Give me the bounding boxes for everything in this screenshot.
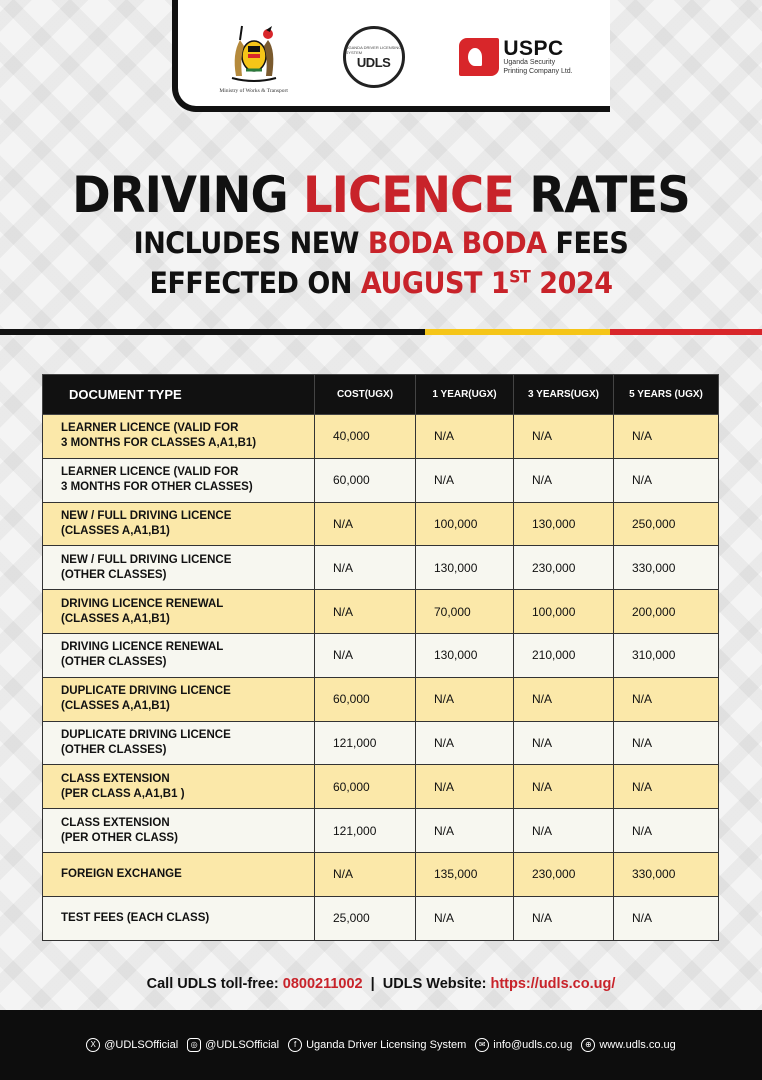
- footer-item[interactable]: [86, 1038, 178, 1052]
- 3-years-cell: N/A: [514, 721, 614, 765]
- footer-item-text: Uganda Driver Licensing System: [306, 1039, 467, 1051]
- x-icon: X: [86, 1038, 100, 1052]
- 3-years-cell: 130,000: [514, 502, 614, 546]
- cost-cell: 60,000: [315, 458, 416, 502]
- subtitle2-date: [361, 266, 613, 300]
- footer-item-text: @UDLSOfficial: [104, 1039, 179, 1051]
- subtitle2-part-2: AUGUST 1: [360, 266, 510, 300]
- document-type-line: TEST FEES (EACH CLASS): [61, 911, 210, 924]
- table-row: [43, 502, 719, 546]
- udls-logo: [343, 26, 405, 88]
- tollfree-number[interactable]: 0800211002: [282, 976, 363, 992]
- document-type-line: (PER CLASS A,A1,B1 ): [61, 787, 185, 800]
- udls-badge-icon: [343, 26, 405, 88]
- subtitle2-part-3: 2024: [530, 266, 613, 300]
- subtitle-line-2: [27, 266, 736, 300]
- title-part-3: RATES: [514, 166, 690, 224]
- 3-years-cell: N/A: [514, 896, 614, 940]
- table-row: [43, 765, 719, 809]
- uspc-mark-icon: [459, 38, 499, 76]
- footer-item[interactable]: [288, 1038, 466, 1052]
- 1-year-cell: 130,000: [416, 546, 514, 590]
- tollfree-label: Call UDLS toll-free:: [146, 976, 283, 992]
- facebook-icon: f: [288, 1038, 302, 1052]
- 1-year-cell: N/A: [416, 809, 514, 853]
- table-row: [43, 458, 719, 502]
- 5-years-cell: N/A: [614, 721, 719, 765]
- uspc-subline-2: Printing Company Ltd.: [503, 67, 573, 75]
- table-row: [43, 415, 719, 459]
- table-body: [43, 415, 719, 941]
- cost-cell: N/A: [315, 502, 416, 546]
- contact-separator: |: [362, 976, 383, 992]
- document-type-line: NEW / FULL DRIVING LICENCE: [61, 510, 232, 523]
- subtitle1-part-1: INCLUDES NEW: [133, 226, 368, 260]
- header-document-type: DOCUMENT TYPE: [43, 375, 315, 415]
- email-icon: ✉: [475, 1038, 489, 1052]
- document-type-line: LEARNER LICENCE (VALID FOR: [61, 466, 239, 479]
- footer-item[interactable]: [475, 1038, 572, 1052]
- document-type-cell: [43, 852, 315, 896]
- document-type-line: 3 MONTHS FOR OTHER CLASSES): [61, 481, 253, 494]
- contact-line: [0, 976, 762, 992]
- 5-years-cell: 330,000: [614, 852, 719, 896]
- table-header-row: [43, 375, 719, 415]
- cost-cell: N/A: [315, 590, 416, 634]
- document-type-line: (CLASSES A,A1,B1): [61, 524, 170, 537]
- uganda-coat-of-arms-logo: [219, 20, 288, 94]
- header-5-years: 5 YEARS (UGX): [614, 375, 719, 415]
- cost-cell: 121,000: [315, 721, 416, 765]
- udls-badge-text: UDLS: [356, 54, 391, 70]
- cost-cell: 121,000: [315, 809, 416, 853]
- cost-cell: 60,000: [315, 765, 416, 809]
- footer-item[interactable]: [581, 1038, 675, 1052]
- coat-of-arms-icon: [222, 20, 286, 86]
- 1-year-cell: N/A: [416, 896, 514, 940]
- 5-years-cell: N/A: [614, 765, 719, 809]
- 3-years-cell: N/A: [514, 809, 614, 853]
- document-type-line: CLASS EXTENSION: [61, 772, 170, 785]
- subtitle2-sup: ST: [509, 267, 531, 288]
- 3-years-cell: N/A: [514, 458, 614, 502]
- cost-cell: N/A: [315, 633, 416, 677]
- 1-year-cell: 100,000: [416, 502, 514, 546]
- 1-year-cell: 130,000: [416, 633, 514, 677]
- 3-years-cell: N/A: [514, 677, 614, 721]
- 3-years-cell: 210,000: [514, 633, 614, 677]
- document-type-line: (CLASSES A,A1,B1): [61, 612, 170, 625]
- footer-item[interactable]: [187, 1038, 279, 1052]
- 1-year-cell: 70,000: [416, 590, 514, 634]
- 5-years-cell: N/A: [614, 677, 719, 721]
- 5-years-cell: 200,000: [614, 590, 719, 634]
- document-type-cell: [43, 809, 315, 853]
- 3-years-cell: 230,000: [514, 852, 614, 896]
- document-type-line: DUPLICATE DRIVING LICENCE: [61, 729, 231, 742]
- document-type-line: CLASS EXTENSION: [61, 816, 170, 829]
- logo-header: [172, 0, 610, 112]
- website-link[interactable]: https://udls.co.ug/: [490, 976, 616, 992]
- document-type-cell: [43, 590, 315, 634]
- 5-years-cell: N/A: [614, 415, 719, 459]
- table-row: [43, 546, 719, 590]
- document-type-cell: [43, 896, 315, 940]
- 1-year-cell: N/A: [416, 415, 514, 459]
- document-type-line: (OTHER CLASSES): [61, 743, 167, 756]
- document-type-cell: [43, 415, 315, 459]
- document-type-line: DRIVING LICENCE RENEWAL: [61, 597, 224, 610]
- 5-years-cell: N/A: [614, 809, 719, 853]
- title-part-1: DRIVING: [72, 166, 303, 224]
- table-row: [43, 633, 719, 677]
- 1-year-cell: N/A: [416, 677, 514, 721]
- document-type-line: (OTHER CLASSES): [61, 656, 167, 669]
- document-type-cell: [43, 546, 315, 590]
- table-row: [43, 677, 719, 721]
- rates-table: [42, 374, 719, 941]
- document-type-line: (CLASSES A,A1,B1): [61, 700, 170, 713]
- 1-year-cell: N/A: [416, 765, 514, 809]
- subtitle2-part-1: EFFECTED ON: [149, 266, 361, 300]
- header-3-years: 3 YEARS(UGX): [514, 375, 614, 415]
- udls-ring-text: UGANDA DRIVER LICENSING SYSTEM: [345, 44, 402, 55]
- table-row: [43, 896, 719, 940]
- footer-social-bar: [0, 1010, 762, 1080]
- title-part-2: LICENCE: [302, 166, 515, 224]
- 5-years-cell: 330,000: [614, 546, 719, 590]
- instagram-icon: ◎: [187, 1038, 201, 1052]
- document-type-line: (OTHER CLASSES): [61, 568, 167, 581]
- 5-years-cell: 310,000: [614, 633, 719, 677]
- cost-cell: N/A: [315, 546, 416, 590]
- 5-years-cell: 250,000: [614, 502, 719, 546]
- document-type-line: FOREIGN EXCHANGE: [61, 867, 182, 880]
- ministry-caption: Ministry of Works & Transport: [219, 88, 288, 94]
- 1-year-cell: N/A: [416, 458, 514, 502]
- header-cost: COST(UGX): [315, 375, 416, 415]
- document-type-cell: [43, 633, 315, 677]
- tricolor-divider: [0, 329, 762, 335]
- cost-cell: N/A: [315, 852, 416, 896]
- 1-year-cell: N/A: [416, 721, 514, 765]
- 3-years-cell: N/A: [514, 765, 614, 809]
- uspc-subline-1: Uganda Security: [503, 58, 556, 66]
- table-row: [43, 809, 719, 853]
- 5-years-cell: N/A: [614, 458, 719, 502]
- document-type-cell: [43, 502, 315, 546]
- 3-years-cell: N/A: [514, 415, 614, 459]
- 3-years-cell: 100,000: [514, 590, 614, 634]
- document-type-line: 3 MONTHS FOR CLASSES A,A1,B1): [61, 437, 257, 450]
- footer-item-text: @UDLSOfficial: [205, 1039, 280, 1051]
- cost-cell: 40,000: [315, 415, 416, 459]
- document-type-line: DUPLICATE DRIVING LICENCE: [61, 685, 231, 698]
- footer-item-text: info@udls.co.ug: [493, 1039, 573, 1051]
- document-type-line: DRIVING LICENCE RENEWAL: [61, 641, 224, 654]
- document-type-cell: [43, 458, 315, 502]
- table-row: [43, 590, 719, 634]
- cost-cell: 25,000: [315, 896, 416, 940]
- subtitle1-part-2: BODA BODA: [367, 226, 547, 260]
- document-type-line: LEARNER LICENCE (VALID FOR: [61, 422, 239, 435]
- globe-icon: ⊕: [581, 1038, 595, 1052]
- 1-year-cell: 135,000: [416, 852, 514, 896]
- subtitle-line-1: [27, 226, 736, 260]
- cost-cell: 60,000: [315, 677, 416, 721]
- table-row: [43, 852, 719, 896]
- subtitle1-part-3: FEES: [546, 226, 629, 260]
- website-label: UDLS Website:: [382, 976, 491, 992]
- 3-years-cell: 230,000: [514, 546, 614, 590]
- uspc-logo: [459, 38, 572, 77]
- uspc-name: USPC: [503, 36, 564, 60]
- document-type-line: NEW / FULL DRIVING LICENCE: [61, 553, 232, 566]
- header-1-year: 1 YEAR(UGX): [416, 375, 514, 415]
- document-type-cell: [43, 765, 315, 809]
- page-title: [27, 166, 736, 224]
- document-type-cell: [43, 677, 315, 721]
- document-type-cell: [43, 721, 315, 765]
- 5-years-cell: N/A: [614, 896, 719, 940]
- document-type-line: (PER OTHER CLASS): [61, 831, 178, 844]
- footer-item-text: www.udls.co.ug: [599, 1039, 676, 1051]
- table-row: [43, 721, 719, 765]
